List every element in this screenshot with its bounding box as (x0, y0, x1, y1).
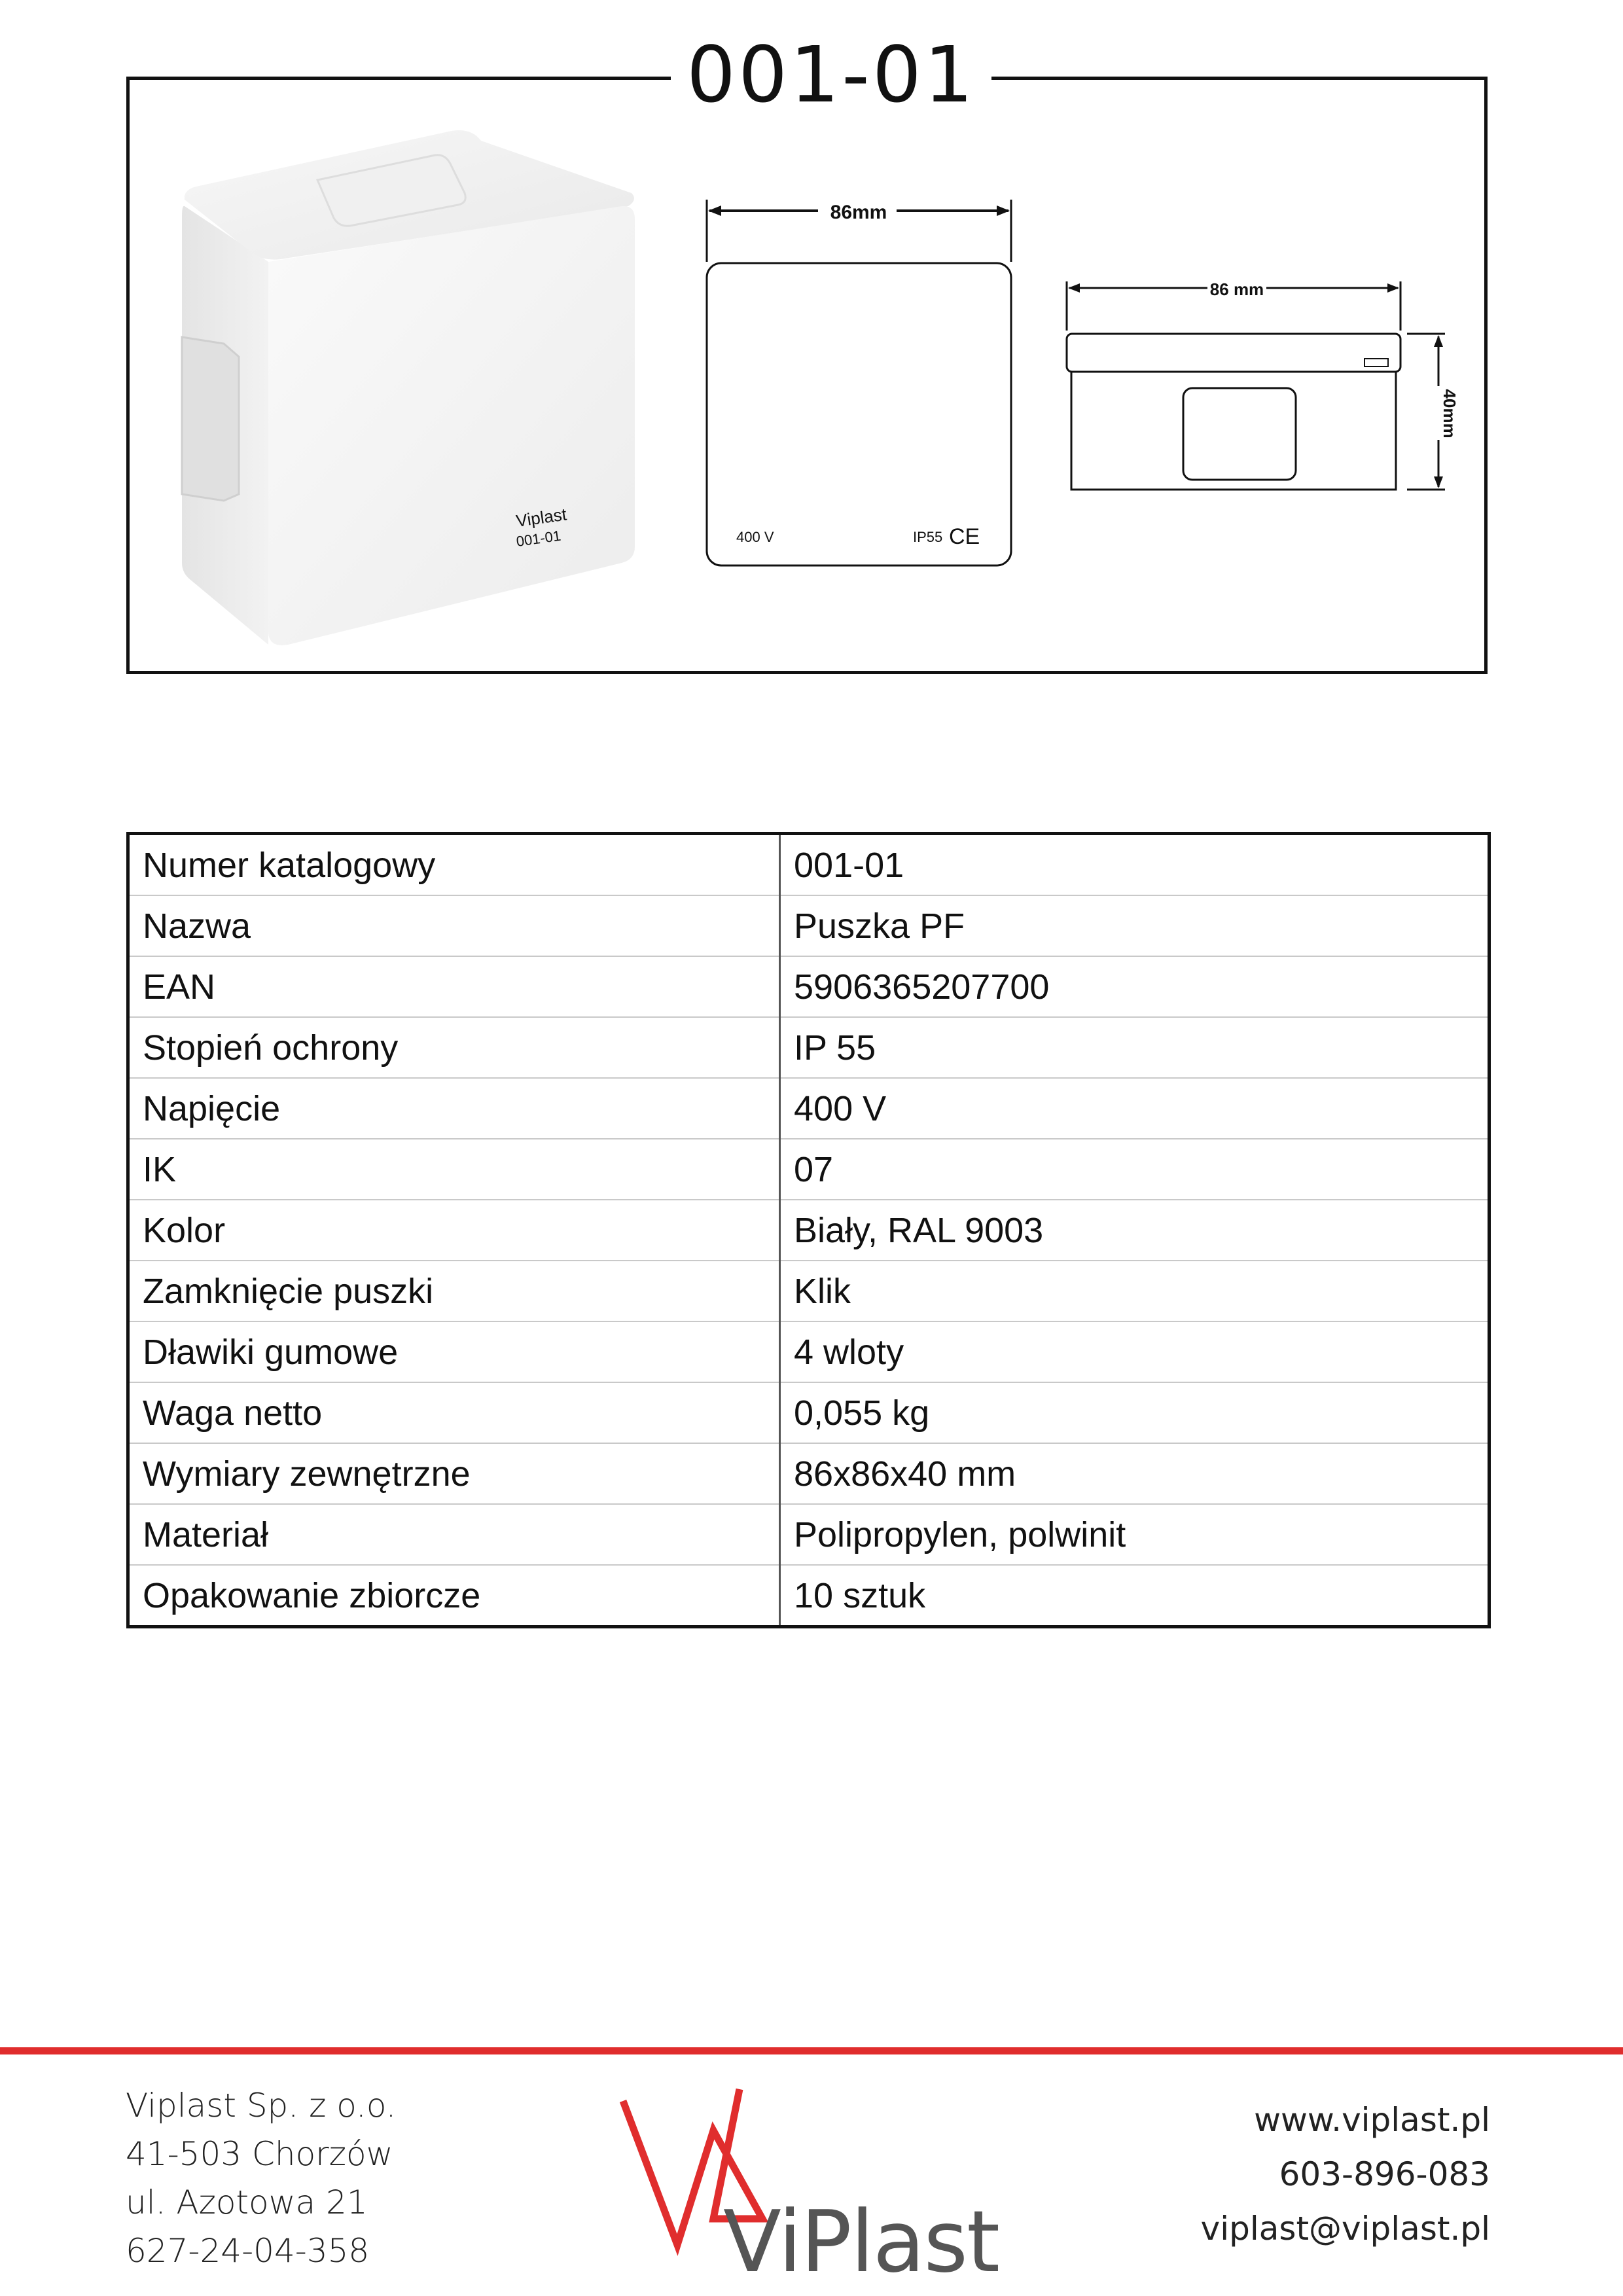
spec-label: IK (128, 1139, 780, 1200)
spec-value: Puszka PF (780, 895, 1489, 956)
spec-row (128, 1382, 1489, 1443)
address-company-name: Viplast Sp. z o.o. (126, 2087, 397, 2125)
spec-row (128, 1261, 1489, 1321)
spec-table (126, 832, 1491, 1628)
junction-box-photo (177, 128, 648, 651)
spec-row (128, 1504, 1489, 1565)
spec-label: Materiał (128, 1504, 780, 1565)
front-view-drawing (694, 190, 1034, 576)
spec-row (128, 1139, 1489, 1200)
website-link[interactable]: www.viplast.pl (1254, 2101, 1490, 2139)
spec-row (128, 834, 1489, 896)
spec-value: 5906365207700 (780, 956, 1489, 1017)
company-address (126, 2081, 396, 2275)
spec-label: Zamknięcie puszki (128, 1261, 780, 1321)
spec-value: 400 V (780, 1078, 1489, 1139)
spec-value: 001-01 (780, 834, 1489, 896)
email-link[interactable]: viplast@viplast.pl (1200, 2210, 1490, 2248)
product-code-title: 001-01 (671, 29, 991, 120)
spec-row (128, 895, 1489, 956)
spec-label: EAN (128, 956, 780, 1017)
company-contact (1201, 2093, 1490, 2256)
side-height-dimension: 40mm (1440, 389, 1459, 439)
side-width-dimension: 86 mm (1209, 279, 1264, 299)
front-ip-label: IP55 (913, 529, 943, 545)
logo-wordmark: ViPlast (723, 2192, 999, 2278)
spec-row (128, 1200, 1489, 1261)
ce-mark: CE (949, 524, 980, 549)
spec-row (128, 956, 1489, 1017)
spec-row (128, 1017, 1489, 1078)
spec-value: Polipropylen, polwinit (780, 1504, 1489, 1565)
spec-value: Klik (780, 1261, 1489, 1321)
side-view-drawing (1047, 268, 1466, 511)
spec-label: Nazwa (128, 895, 780, 956)
spec-label: Kolor (128, 1200, 780, 1261)
footer-divider (0, 2047, 1623, 2054)
spec-label: Stopień ochrony (128, 1017, 780, 1078)
spec-label: Dławiki gumowe (128, 1321, 780, 1382)
spec-value: Biały, RAL 9003 (780, 1200, 1489, 1261)
svg-text:001-01: 001-01 (515, 527, 562, 550)
viplast-logo (615, 2081, 1001, 2278)
spec-row (128, 1321, 1489, 1382)
svg-text:Viplast: Viplast (514, 504, 568, 531)
front-width-dimension: 86mm (830, 202, 887, 223)
spec-label: Napięcie (128, 1078, 780, 1139)
address-street: ul. Azotowa 21 (126, 2183, 368, 2221)
spec-row (128, 1443, 1489, 1504)
phone-number: 603-896-083 (1279, 2155, 1490, 2193)
spec-label: Waga netto (128, 1382, 780, 1443)
spec-value: 4 wloty (780, 1321, 1489, 1382)
address-tax-id: 627-24-04-358 (126, 2232, 370, 2270)
spec-row (128, 1565, 1489, 1627)
spec-label: Opakowanie zbiorcze (128, 1565, 780, 1627)
spec-value: 0,055 kg (780, 1382, 1489, 1443)
spec-value: 86x86x40 mm (780, 1443, 1489, 1504)
front-voltage-label: 400 V (736, 529, 774, 545)
spec-label: Wymiary zewnętrzne (128, 1443, 780, 1504)
spec-value: IP 55 (780, 1017, 1489, 1078)
address-city: 41-503 Chorzów (126, 2135, 393, 2173)
spec-value: 10 sztuk (780, 1565, 1489, 1627)
spec-label: Numer katalogowy (128, 834, 780, 896)
spec-value: 07 (780, 1139, 1489, 1200)
spec-row (128, 1078, 1489, 1139)
